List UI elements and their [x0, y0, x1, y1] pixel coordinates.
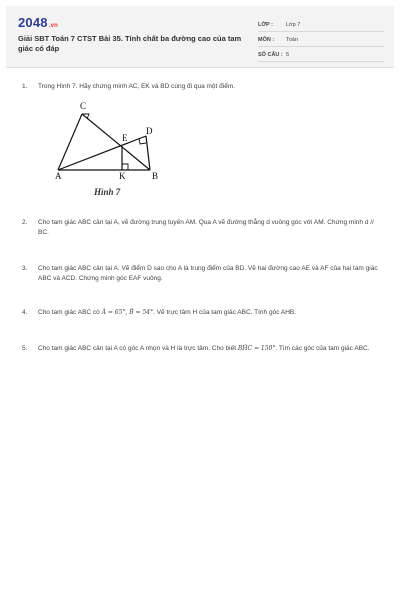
logo-text: 2048	[18, 15, 48, 30]
question-number: 2.	[22, 219, 28, 226]
document-header	[6, 6, 394, 68]
segment-db	[146, 136, 150, 170]
document-page	[6, 6, 394, 596]
meta-count-row	[258, 50, 384, 62]
meta-class-row	[258, 20, 384, 32]
question-text-after: . Vẽ trực tâm H của tam giác ABC. Tính góc AHB.	[153, 309, 297, 316]
segment-ad	[58, 133, 146, 170]
question-text: Cho tam giác ABC cân tại A, vẽ đường trung tuyến AM. Qua A vẽ đường thẳng d vuông góc với AM. Chứng minh d // BC.	[38, 219, 374, 236]
meta-subject-value: Toán	[286, 37, 298, 43]
meta-count-value: 5	[286, 52, 290, 58]
label-k: K	[119, 171, 126, 181]
label-a: A	[55, 171, 62, 181]
question-math: BĤC = 150°	[237, 345, 276, 352]
label-e: E	[122, 133, 128, 143]
question-text: Cho tam giác ABC cân tại A. Vẽ điểm D sao cho A là trung điểm của BD. Vẽ hai đường cao AE và AF của hai tam giác ABC và ACD. Chứng minh góc EAF vuông.	[38, 265, 378, 282]
label-d: D	[146, 126, 153, 136]
question-number: 3.	[22, 265, 28, 272]
question-text	[38, 344, 382, 354]
label-b: B	[152, 171, 159, 181]
document-title: Giải SBT Toán 7 CTST Bài 35. Tính chất ba đường cao của tam giác có đáp	[18, 34, 242, 53]
question-number: 1.	[22, 83, 28, 90]
question-text-before: Cho tam giác ABC cân tại A có góc A nhọn và H là trực tâm. Cho biết	[38, 345, 237, 352]
label-c: C	[80, 101, 87, 111]
right-angle-k	[122, 164, 128, 170]
meta-class-value: Lớp 7	[286, 22, 301, 28]
figure-caption: Hình 7	[94, 187, 121, 197]
question-number: 5.	[22, 345, 28, 352]
meta-class-key: LỚP :	[258, 22, 273, 28]
meta-count-key: SỐ CÂU :	[258, 52, 283, 58]
question-text-before: Cho tam giác ABC có	[38, 309, 100, 316]
logo-suffix: .vn	[48, 23, 59, 29]
question-text-after: . Tìm các góc của tam giác ABC.	[275, 345, 370, 352]
site-logo[interactable]	[18, 15, 58, 30]
question-text	[38, 308, 382, 318]
question-text: Trong Hình 7. Hãy chứng minh AC, EK và BD cùng đi qua một điểm.	[38, 83, 236, 90]
question-number: 4.	[22, 309, 28, 316]
meta-subject-key: MÔN :	[258, 37, 275, 43]
meta-subject-row	[258, 35, 384, 47]
figure-7	[46, 101, 176, 204]
question-math: Â = 65°, B̂ = 54°	[101, 309, 154, 316]
